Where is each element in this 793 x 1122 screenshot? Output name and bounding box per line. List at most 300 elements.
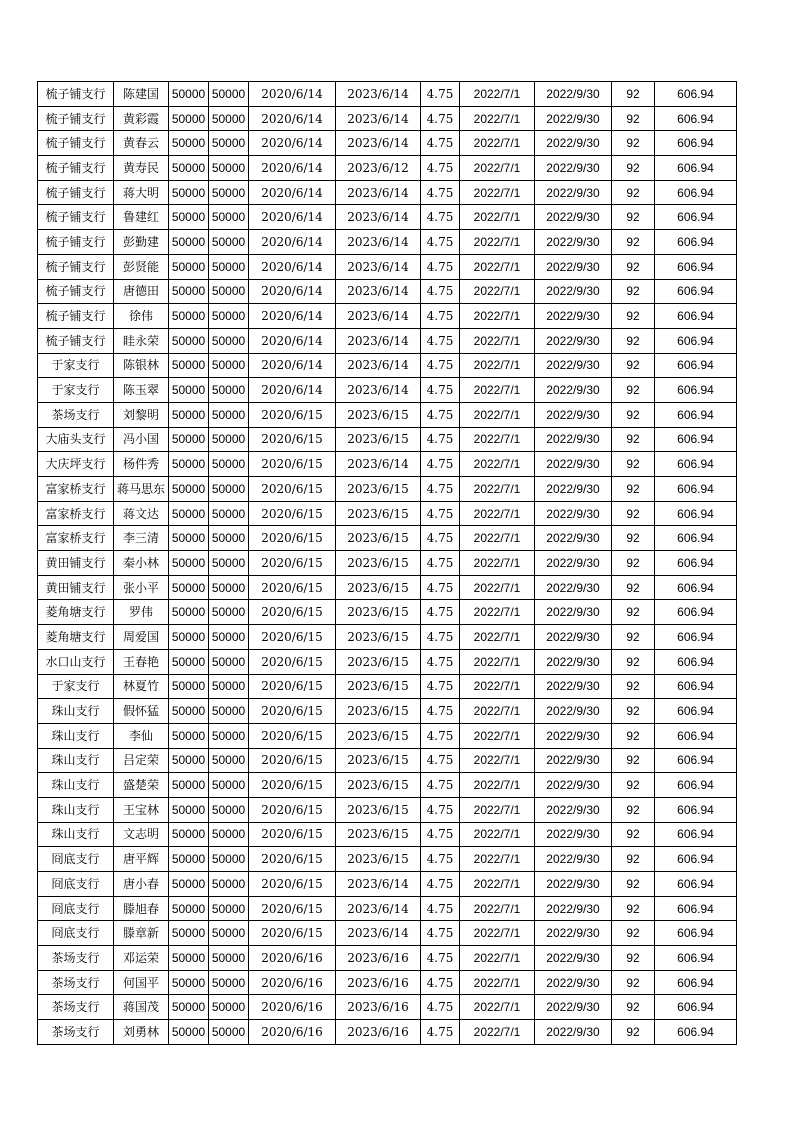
start-date-cell: 2020/6/15 [249,427,336,452]
name-cell: 鲁建红 [114,205,169,230]
table-row [38,254,737,279]
loan-amount-cell: 50000 [169,723,209,748]
rate-cell: 4.75 [421,82,460,107]
days-cell: 92 [612,156,655,181]
period-end-cell: 2022/9/30 [535,872,612,897]
rate-cell: 4.75 [421,600,460,625]
table-row [38,106,737,131]
start-date-cell: 2020/6/14 [249,353,336,378]
days-cell: 92 [612,526,655,551]
interest-cell: 606.94 [655,279,737,304]
rate-cell: 4.75 [421,378,460,403]
balance-cell: 50000 [209,477,249,502]
days-cell: 92 [612,822,655,847]
start-date-cell: 2020/6/16 [249,970,336,995]
balance-cell: 50000 [209,575,249,600]
period-start-cell: 2022/7/1 [460,575,535,600]
period-end-cell: 2022/9/30 [535,748,612,773]
period-end-cell: 2022/9/30 [535,699,612,724]
branch-cell: 冏底支行 [38,896,114,921]
period-end-cell: 2022/9/30 [535,427,612,452]
days-cell: 92 [612,402,655,427]
rate-cell: 4.75 [421,699,460,724]
period-start-cell: 2022/7/1 [460,279,535,304]
end-date-cell: 2023/6/12 [336,156,421,181]
branch-cell: 梳子铺支行 [38,156,114,181]
loan-amount-cell: 50000 [169,180,209,205]
end-date-cell: 2023/6/15 [336,477,421,502]
start-date-cell: 2020/6/14 [249,106,336,131]
loan-amount-cell: 50000 [169,896,209,921]
end-date-cell: 2023/6/14 [336,452,421,477]
start-date-cell: 2020/6/14 [249,328,336,353]
period-end-cell: 2022/9/30 [535,1020,612,1045]
balance-cell: 50000 [209,625,249,650]
table-row [38,847,737,872]
interest-cell: 606.94 [655,946,737,971]
branch-cell: 茶场支行 [38,946,114,971]
period-start-cell: 2022/7/1 [460,452,535,477]
start-date-cell: 2020/6/15 [249,921,336,946]
days-cell: 92 [612,946,655,971]
balance-cell: 50000 [209,946,249,971]
period-start-cell: 2022/7/1 [460,402,535,427]
loan-amount-cell: 50000 [169,328,209,353]
table-row [38,723,737,748]
balance-cell: 50000 [209,649,249,674]
branch-cell: 茶场支行 [38,1020,114,1045]
table-row [38,797,737,822]
table-row [38,82,737,107]
start-date-cell: 2020/6/15 [249,723,336,748]
days-cell: 92 [612,674,655,699]
interest-cell: 606.94 [655,427,737,452]
start-date-cell: 2020/6/15 [249,699,336,724]
rate-cell: 4.75 [421,402,460,427]
loan-amount-cell: 50000 [169,797,209,822]
days-cell: 92 [612,230,655,255]
end-date-cell: 2023/6/14 [336,378,421,403]
loan-amount-cell: 50000 [169,921,209,946]
start-date-cell: 2020/6/14 [249,156,336,181]
loan-amount-cell: 50000 [169,674,209,699]
table-row [38,131,737,156]
name-cell: 滕旭春 [114,896,169,921]
interest-cell: 606.94 [655,674,737,699]
loan-amount-cell: 50000 [169,970,209,995]
interest-cell: 606.94 [655,551,737,576]
days-cell: 92 [612,427,655,452]
period-start-cell: 2022/7/1 [460,551,535,576]
days-cell: 92 [612,82,655,107]
start-date-cell: 2020/6/15 [249,600,336,625]
table-row [38,699,737,724]
period-end-cell: 2022/9/30 [535,501,612,526]
loan-amount-cell: 50000 [169,551,209,576]
period-start-cell: 2022/7/1 [460,304,535,329]
branch-cell: 茶场支行 [38,970,114,995]
days-cell: 92 [612,896,655,921]
name-cell: 眭永荣 [114,328,169,353]
rate-cell: 4.75 [421,649,460,674]
days-cell: 92 [612,205,655,230]
interest-cell: 606.94 [655,304,737,329]
balance-cell: 50000 [209,600,249,625]
period-start-cell: 2022/7/1 [460,896,535,921]
interest-cell: 606.94 [655,995,737,1020]
interest-cell: 606.94 [655,106,737,131]
table-row [38,970,737,995]
balance-cell: 50000 [209,427,249,452]
period-start-cell: 2022/7/1 [460,847,535,872]
period-end-cell: 2022/9/30 [535,600,612,625]
table-row [38,600,737,625]
interest-cell: 606.94 [655,254,737,279]
balance-cell: 50000 [209,822,249,847]
period-end-cell: 2022/9/30 [535,378,612,403]
balance-cell: 50000 [209,501,249,526]
name-cell: 蒋国茂 [114,995,169,1020]
start-date-cell: 2020/6/15 [249,748,336,773]
balance-cell: 50000 [209,995,249,1020]
period-start-cell: 2022/7/1 [460,600,535,625]
branch-cell: 梳子铺支行 [38,254,114,279]
period-start-cell: 2022/7/1 [460,797,535,822]
table-row [38,378,737,403]
start-date-cell: 2020/6/15 [249,822,336,847]
end-date-cell: 2023/6/15 [336,501,421,526]
interest-cell: 606.94 [655,773,737,798]
name-cell: 张小平 [114,575,169,600]
balance-cell: 50000 [209,748,249,773]
table-row [38,279,737,304]
rate-cell: 4.75 [421,575,460,600]
loan-amount-cell: 50000 [169,501,209,526]
end-date-cell: 2023/6/15 [336,822,421,847]
interest-cell: 606.94 [655,156,737,181]
name-cell: 陈玉翠 [114,378,169,403]
end-date-cell: 2023/6/16 [336,1020,421,1045]
interest-cell: 606.94 [655,575,737,600]
name-cell: 彭贤能 [114,254,169,279]
days-cell: 92 [612,1020,655,1045]
period-end-cell: 2022/9/30 [535,896,612,921]
end-date-cell: 2023/6/14 [336,230,421,255]
start-date-cell: 2020/6/15 [249,797,336,822]
days-cell: 92 [612,501,655,526]
name-cell: 黄彩霞 [114,106,169,131]
name-cell: 彭勤建 [114,230,169,255]
rate-cell: 4.75 [421,304,460,329]
branch-cell: 梳子铺支行 [38,106,114,131]
balance-cell: 50000 [209,156,249,181]
end-date-cell: 2023/6/14 [336,82,421,107]
period-start-cell: 2022/7/1 [460,254,535,279]
period-start-cell: 2022/7/1 [460,748,535,773]
days-cell: 92 [612,378,655,403]
balance-cell: 50000 [209,131,249,156]
loan-amount-cell: 50000 [169,131,209,156]
rate-cell: 4.75 [421,995,460,1020]
table-row [38,625,737,650]
interest-cell: 606.94 [655,625,737,650]
rate-cell: 4.75 [421,477,460,502]
period-start-cell: 2022/7/1 [460,477,535,502]
period-end-cell: 2022/9/30 [535,649,612,674]
table-row [38,649,737,674]
interest-cell: 606.94 [655,748,737,773]
name-cell: 陈建国 [114,82,169,107]
period-end-cell: 2022/9/30 [535,946,612,971]
end-date-cell: 2023/6/14 [336,131,421,156]
start-date-cell: 2020/6/15 [249,402,336,427]
days-cell: 92 [612,748,655,773]
loan-amount-cell: 50000 [169,847,209,872]
start-date-cell: 2020/6/14 [249,279,336,304]
period-end-cell: 2022/9/30 [535,254,612,279]
table-row [38,575,737,600]
branch-cell: 水口山支行 [38,649,114,674]
start-date-cell: 2020/6/15 [249,649,336,674]
interest-cell: 606.94 [655,353,737,378]
period-start-cell: 2022/7/1 [460,822,535,847]
name-cell: 邓运荣 [114,946,169,971]
loan-amount-cell: 50000 [169,526,209,551]
branch-cell: 于家支行 [38,674,114,699]
interest-cell: 606.94 [655,402,737,427]
loan-amount-cell: 50000 [169,995,209,1020]
period-end-cell: 2022/9/30 [535,970,612,995]
start-date-cell: 2020/6/15 [249,773,336,798]
rate-cell: 4.75 [421,847,460,872]
end-date-cell: 2023/6/15 [336,526,421,551]
period-start-cell: 2022/7/1 [460,82,535,107]
table-body [38,82,737,1045]
rate-cell: 4.75 [421,822,460,847]
balance-cell: 50000 [209,1020,249,1045]
days-cell: 92 [612,797,655,822]
end-date-cell: 2023/6/14 [336,279,421,304]
days-cell: 92 [612,872,655,897]
name-cell: 唐小春 [114,872,169,897]
end-date-cell: 2023/6/15 [336,600,421,625]
start-date-cell: 2020/6/15 [249,526,336,551]
name-cell: 何国平 [114,970,169,995]
days-cell: 92 [612,575,655,600]
rate-cell: 4.75 [421,748,460,773]
interest-cell: 606.94 [655,82,737,107]
end-date-cell: 2023/6/14 [336,921,421,946]
period-start-cell: 2022/7/1 [460,131,535,156]
name-cell: 杨件秀 [114,452,169,477]
balance-cell: 50000 [209,847,249,872]
period-start-cell: 2022/7/1 [460,625,535,650]
table-row [38,995,737,1020]
rate-cell: 4.75 [421,279,460,304]
rate-cell: 4.75 [421,970,460,995]
rate-cell: 4.75 [421,156,460,181]
end-date-cell: 2023/6/15 [336,847,421,872]
name-cell: 罗伟 [114,600,169,625]
interest-cell: 606.94 [655,131,737,156]
period-start-cell: 2022/7/1 [460,723,535,748]
start-date-cell: 2020/6/15 [249,847,336,872]
days-cell: 92 [612,328,655,353]
loan-amount-cell: 50000 [169,946,209,971]
period-end-cell: 2022/9/30 [535,180,612,205]
days-cell: 92 [612,131,655,156]
interest-cell: 606.94 [655,1020,737,1045]
rate-cell: 4.75 [421,106,460,131]
interest-cell: 606.94 [655,501,737,526]
balance-cell: 50000 [209,921,249,946]
balance-cell: 50000 [209,797,249,822]
interest-cell: 606.94 [655,378,737,403]
period-start-cell: 2022/7/1 [460,106,535,131]
end-date-cell: 2023/6/15 [336,402,421,427]
rate-cell: 4.75 [421,797,460,822]
table-row [38,551,737,576]
loan-amount-cell: 50000 [169,625,209,650]
loan-amount-cell: 50000 [169,575,209,600]
days-cell: 92 [612,600,655,625]
balance-cell: 50000 [209,526,249,551]
period-end-cell: 2022/9/30 [535,131,612,156]
period-start-cell: 2022/7/1 [460,353,535,378]
period-end-cell: 2022/9/30 [535,822,612,847]
branch-cell: 冏底支行 [38,921,114,946]
table-row [38,1020,737,1045]
period-start-cell: 2022/7/1 [460,872,535,897]
days-cell: 92 [612,625,655,650]
interest-cell: 606.94 [655,699,737,724]
balance-cell: 50000 [209,106,249,131]
interest-cell: 606.94 [655,452,737,477]
days-cell: 92 [612,649,655,674]
rate-cell: 4.75 [421,921,460,946]
period-start-cell: 2022/7/1 [460,921,535,946]
loan-amount-cell: 50000 [169,402,209,427]
branch-cell: 梳子铺支行 [38,230,114,255]
end-date-cell: 2023/6/14 [336,896,421,921]
loan-amount-cell: 50000 [169,304,209,329]
branch-cell: 富家桥支行 [38,477,114,502]
branch-cell: 大庆坪支行 [38,452,114,477]
table-row [38,452,737,477]
interest-cell: 606.94 [655,600,737,625]
period-end-cell: 2022/9/30 [535,230,612,255]
rate-cell: 4.75 [421,180,460,205]
balance-cell: 50000 [209,773,249,798]
balance-cell: 50000 [209,723,249,748]
period-start-cell: 2022/7/1 [460,180,535,205]
interest-cell: 606.94 [655,723,737,748]
end-date-cell: 2023/6/16 [336,946,421,971]
name-cell: 盛楚荣 [114,773,169,798]
end-date-cell: 2023/6/16 [336,995,421,1020]
rate-cell: 4.75 [421,723,460,748]
interest-cell: 606.94 [655,649,737,674]
branch-cell: 冏底支行 [38,847,114,872]
name-cell: 黄春云 [114,131,169,156]
start-date-cell: 2020/6/16 [249,995,336,1020]
days-cell: 92 [612,353,655,378]
table-row [38,230,737,255]
end-date-cell: 2023/6/14 [336,872,421,897]
loan-amount-cell: 50000 [169,205,209,230]
period-end-cell: 2022/9/30 [535,205,612,230]
period-end-cell: 2022/9/30 [535,921,612,946]
period-end-cell: 2022/9/30 [535,526,612,551]
name-cell: 蒋文达 [114,501,169,526]
balance-cell: 50000 [209,230,249,255]
name-cell: 冯小国 [114,427,169,452]
branch-cell: 珠山支行 [38,699,114,724]
period-end-cell: 2022/9/30 [535,723,612,748]
name-cell: 王春艳 [114,649,169,674]
table-row [38,477,737,502]
start-date-cell: 2020/6/14 [249,254,336,279]
start-date-cell: 2020/6/15 [249,477,336,502]
days-cell: 92 [612,995,655,1020]
rate-cell: 4.75 [421,674,460,699]
name-cell: 刘黎明 [114,402,169,427]
period-start-cell: 2022/7/1 [460,773,535,798]
balance-cell: 50000 [209,452,249,477]
rate-cell: 4.75 [421,625,460,650]
balance-cell: 50000 [209,279,249,304]
branch-cell: 梳子铺支行 [38,180,114,205]
interest-cell: 606.94 [655,797,737,822]
loan-amount-cell: 50000 [169,279,209,304]
branch-cell: 富家桥支行 [38,526,114,551]
table-row [38,896,737,921]
period-end-cell: 2022/9/30 [535,156,612,181]
balance-cell: 50000 [209,180,249,205]
end-date-cell: 2023/6/14 [336,106,421,131]
days-cell: 92 [612,477,655,502]
days-cell: 92 [612,970,655,995]
rate-cell: 4.75 [421,131,460,156]
branch-cell: 冏底支行 [38,872,114,897]
days-cell: 92 [612,551,655,576]
loan-amount-cell: 50000 [169,600,209,625]
table-row [38,674,737,699]
days-cell: 92 [612,304,655,329]
name-cell: 陈银林 [114,353,169,378]
days-cell: 92 [612,723,655,748]
days-cell: 92 [612,699,655,724]
start-date-cell: 2020/6/14 [249,205,336,230]
balance-cell: 50000 [209,82,249,107]
start-date-cell: 2020/6/16 [249,1020,336,1045]
rate-cell: 4.75 [421,353,460,378]
branch-cell: 梳子铺支行 [38,131,114,156]
name-cell: 秦小林 [114,551,169,576]
interest-cell: 606.94 [655,847,737,872]
start-date-cell: 2020/6/14 [249,180,336,205]
name-cell: 林夏竹 [114,674,169,699]
loan-amount-cell: 50000 [169,230,209,255]
rate-cell: 4.75 [421,773,460,798]
end-date-cell: 2023/6/14 [336,304,421,329]
start-date-cell: 2020/6/15 [249,896,336,921]
period-start-cell: 2022/7/1 [460,230,535,255]
loan-amount-cell: 50000 [169,106,209,131]
rate-cell: 4.75 [421,946,460,971]
end-date-cell: 2023/6/14 [336,353,421,378]
period-end-cell: 2022/9/30 [535,402,612,427]
